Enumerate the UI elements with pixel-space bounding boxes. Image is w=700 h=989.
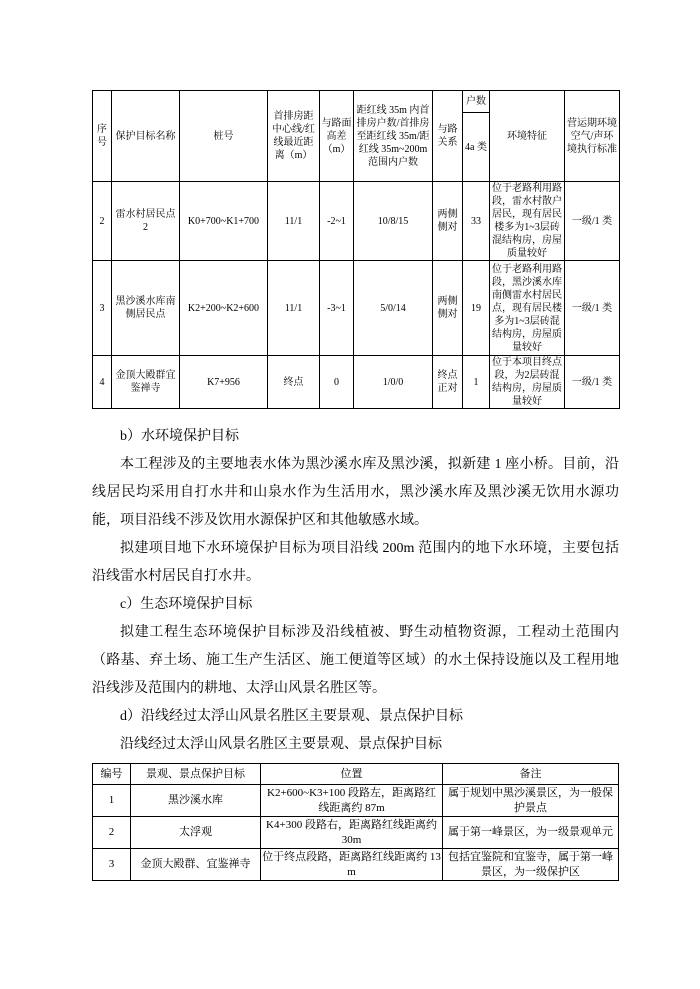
table-cell: 33 [463, 182, 490, 261]
column-header: 位置 [261, 764, 443, 785]
table-cell: 5/0/14 [354, 261, 433, 356]
table-cell: 0 [320, 356, 354, 409]
column-header: 备注 [443, 764, 619, 785]
table-cell: 金顶大殿群、宜鉴禅寺 [131, 849, 261, 881]
table-cell: 属于第一峰景区，为一级景观单元 [443, 817, 619, 849]
table-cell: 19 [463, 261, 490, 356]
table-cell: 金顶大殿群宜鉴禅寺 [112, 356, 180, 409]
column-header: 首排房距中心线/红线最近距离（m） [268, 91, 320, 182]
column-header: 与路面高差（m） [320, 91, 354, 182]
table-row [93, 356, 620, 409]
table-cell: 两侧侧对 [433, 261, 463, 356]
table-cell: 3 [93, 849, 131, 881]
table-cell: 一级/1 类 [565, 261, 620, 356]
para-groundwater: 拟建项目地下水环境保护目标为项目沿线 200m 范围内的地下水环境，主要包括沿线雷水村居民自打水井。 [92, 541, 619, 584]
table-cell: 雷水村居民点 2 [112, 182, 180, 261]
table-cell: 属于规划中黑沙溪景区，为一般保护景点 [443, 785, 619, 817]
body-text [92, 423, 619, 759]
table-cell: K2+600~K3+100 段路左，距离路红线距离约 87m [261, 785, 443, 817]
table-caption-scenic: 沿线经过太浮山风景名胜区主要景观、景点保护目标 [120, 737, 442, 752]
column-header: 与路关系 [433, 91, 463, 182]
column-header: 景观、景点保护目标 [131, 764, 261, 785]
table-cell: 3 [93, 261, 112, 356]
table-cell: 4 [93, 356, 112, 409]
table-row [93, 817, 619, 849]
table-cell: -3~1 [320, 261, 354, 356]
table-cell: 位于老路利用路段，黑沙溪水库南侧雷水村居民点，现有居民楼多为1~3层砖混结构房，房屋质量较好 [490, 261, 565, 356]
table-cell: 11/1 [268, 261, 320, 356]
table-cell: 太浮观 [131, 817, 261, 849]
table-cell: 黑沙溪水库南侧居民点 [112, 261, 180, 356]
table-row [93, 849, 619, 881]
heading-water-env: b）水环境保护目标 [120, 429, 239, 444]
column-header-households: 户数 [463, 91, 490, 113]
table-header-row [93, 764, 619, 785]
table-cell: 一级/1 类 [565, 356, 620, 409]
column-header: 营运期环境空气/声环境执行标准 [565, 91, 620, 182]
table-cell: 终点 [268, 356, 320, 409]
column-header: 序号 [93, 91, 112, 182]
table-cell: 1/0/0 [354, 356, 433, 409]
table-cell: 2 [93, 817, 131, 849]
heading-scenic: d）沿线经过太浮山风景名胜区主要景观、景点保护目标 [120, 709, 463, 724]
table-row [93, 182, 620, 261]
table-cell: 10/8/15 [354, 182, 433, 261]
table-cell: 位于老路利用路段，雷水村散户居民，现有居民楼多为1~3层砖混结构房，房屋质量较好 [490, 182, 565, 261]
para-surface-water: 本工程涉及的主要地表水体为黑沙溪水库及黑沙溪，拟新建 1 座小桥。目前，沿线居民均采用自打水井和山泉水作为生活用水，黑沙溪水库及黑沙溪无饮用水源功能，项目沿线不涉及饮用水源保护区和其他敏感水域。 [92, 457, 619, 528]
table-cell: 2 [93, 182, 112, 261]
table-cell: 位于终点段路，距离路红线距离约 13m [261, 849, 443, 881]
table-row [93, 785, 619, 817]
table-cell: 终点正对 [433, 356, 463, 409]
table-cell: 一级/1 类 [565, 182, 620, 261]
table-cell: 11/1 [268, 182, 320, 261]
table-cell: 包括宜鉴院和宜鉴寺，属于第一峰景区，为一级保护区 [443, 849, 619, 881]
column-header: 桩号 [180, 91, 268, 182]
table-cell: 1 [93, 785, 131, 817]
para-ecology: 拟建工程生态环境保护目标涉及沿线植被、野生动植物资源，工程动土范围内（路基、弃土场、施工生产生活区、施工便道等区域）的水土保持设施以及工程用地沿线涉及范围内的耕地、太浮山风景名胜区等。 [92, 625, 619, 696]
table-cell: K2+200~K2+600 [180, 261, 268, 356]
table-cell: 黑沙溪水库 [131, 785, 261, 817]
table-header-row [93, 91, 620, 113]
table-cell: 两侧侧对 [433, 182, 463, 261]
column-header: 环境特征 [490, 91, 565, 182]
table-cell: K0+700~K1+700 [180, 182, 268, 261]
table-cell: 1 [463, 356, 490, 409]
table-row [93, 261, 620, 356]
table-cell: K4+300 段路右，距离路红线距离约 30m [261, 817, 443, 849]
column-header: 保护目标名称 [112, 91, 180, 182]
table-cell: K7+956 [180, 356, 268, 409]
column-header: 距红线 35m 内首排房户数/首排房至距红线 35m/距红线 35m~200m 范围内户数 [354, 91, 433, 182]
page-content [92, 90, 619, 881]
scenic-spots-table [92, 763, 619, 881]
column-header: 编号 [93, 764, 131, 785]
heading-ecology: c）生态环境保护目标 [120, 597, 253, 612]
table-cell: -2~1 [320, 182, 354, 261]
table-cell: 位于本项目终点段，为2层砖混结构房，房屋质量较好 [490, 356, 565, 409]
noise-protection-targets-table [92, 90, 620, 409]
column-subheader-4a: 4a 类 [463, 113, 490, 182]
